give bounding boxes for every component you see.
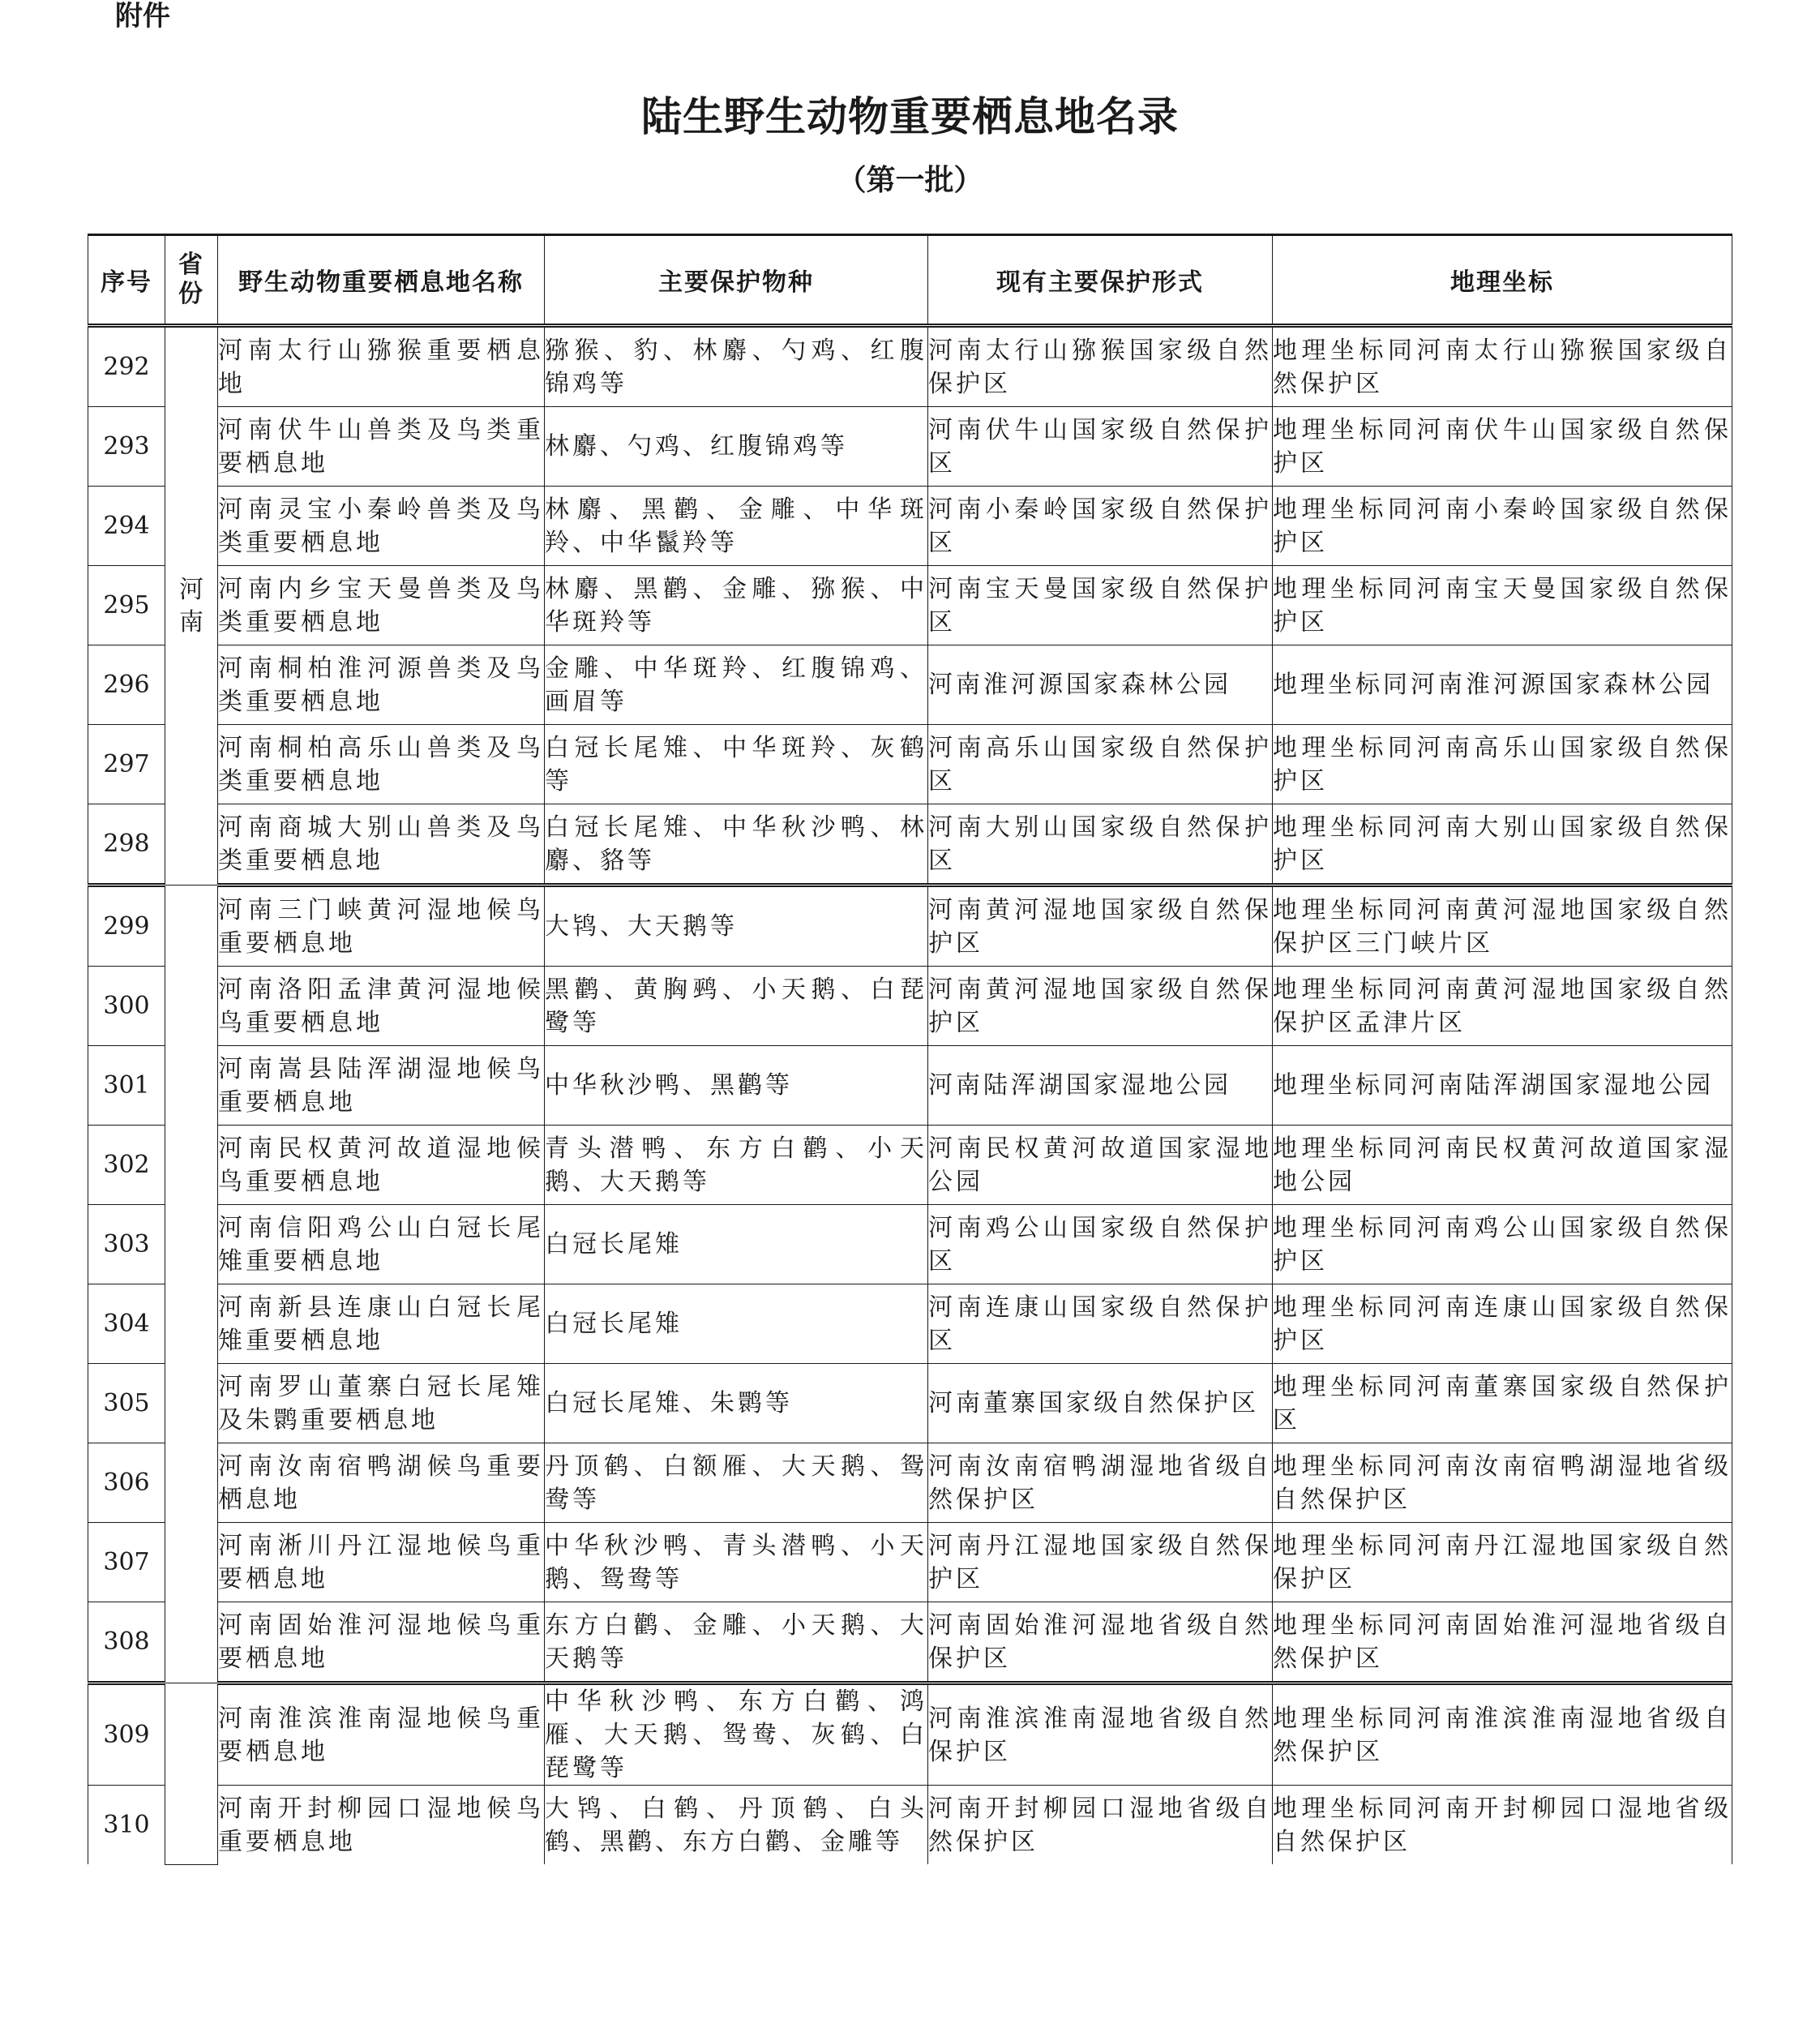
cell-protection: 河南鸡公山国家级自然保护区 (928, 1205, 1273, 1284)
cell-number: 295 (88, 566, 165, 645)
table-row (88, 725, 1732, 804)
cell-name: 河南太行山猕猴重要栖息地 (218, 326, 545, 407)
column-header-coordinates: 地理坐标 (1273, 235, 1732, 326)
cell-protection: 河南大别山国家级自然保护区 (928, 804, 1273, 886)
cell-species: 大鸨、白鹤、丹顶鹤、白头鹤、黑鹳、东方白鹳、金雕等 (545, 1786, 928, 1865)
cell-number: 304 (88, 1284, 165, 1364)
cell-species: 丹顶鹤、白额雁、大天鹅、鸳鸯等 (545, 1443, 928, 1523)
cell-number: 296 (88, 645, 165, 725)
cell-species: 中华秋沙鸭、东方白鹳、鸿雁、大天鹅、鸳鸯、灰鹤、白琵鹭等 (545, 1683, 928, 1786)
cell-species: 白冠长尾雉 (545, 1205, 928, 1284)
cell-coordinates: 地理坐标同河南固始淮河湿地省级自然保护区 (1273, 1602, 1732, 1683)
cell-species: 白冠长尾雉、朱鹮等 (545, 1364, 928, 1443)
cell-name: 河南信阳鸡公山白冠长尾雉重要栖息地 (218, 1205, 545, 1284)
cell-species: 白冠长尾雉、中华斑羚、灰鹤等 (545, 725, 928, 804)
table-row (88, 1443, 1732, 1523)
cell-number: 294 (88, 487, 165, 566)
cell-number: 308 (88, 1602, 165, 1683)
cell-coordinates: 地理坐标同河南开封柳园口湿地省级自然保护区 (1273, 1786, 1732, 1865)
cell-species: 白冠长尾雉 (545, 1284, 928, 1364)
cell-coordinates: 地理坐标同河南宝天曼国家级自然保护区 (1273, 566, 1732, 645)
table-row (88, 1364, 1732, 1443)
column-header-name: 野生动物重要栖息地名称 (218, 235, 545, 326)
cell-name: 河南桐柏淮河源兽类及鸟类重要栖息地 (218, 645, 545, 725)
cell-coordinates: 地理坐标同河南大别山国家级自然保护区 (1273, 804, 1732, 886)
cell-protection: 河南高乐山国家级自然保护区 (928, 725, 1273, 804)
cell-number: 303 (88, 1205, 165, 1284)
table-row (88, 967, 1732, 1046)
table-row (88, 487, 1732, 566)
column-header-protection: 现有主要保护形式 (928, 235, 1273, 326)
document-subtitle: （第一批） (837, 163, 983, 197)
cell-protection: 河南陆浑湖国家湿地公园 (928, 1046, 1273, 1126)
cell-protection: 河南汝南宿鸭湖湿地省级自然保护区 (928, 1443, 1273, 1523)
table-row (88, 1602, 1732, 1683)
cell-species: 林麝、勺鸡、红腹锦鸡等 (545, 407, 928, 487)
table-row (88, 1683, 1732, 1786)
cell-species: 猕猴、豹、林麝、勺鸡、红腹锦鸡等 (545, 326, 928, 407)
cell-number: 307 (88, 1523, 165, 1602)
table-row (88, 1523, 1732, 1602)
column-header-number: 序号 (88, 235, 165, 326)
cell-coordinates: 地理坐标同河南黄河湿地国家级自然保护区孟津片区 (1273, 967, 1732, 1046)
table-row (88, 804, 1732, 886)
cell-protection: 河南董寨国家级自然保护区 (928, 1364, 1273, 1443)
cell-protection: 河南淮滨淮南湿地省级自然保护区 (928, 1683, 1273, 1786)
table-row (88, 1126, 1732, 1205)
cell-protection: 河南民权黄河故道国家湿地公园 (928, 1126, 1273, 1205)
cell-name: 河南伏牛山兽类及鸟类重要栖息地 (218, 407, 545, 487)
cell-number: 306 (88, 1443, 165, 1523)
column-header-species: 主要保护物种 (545, 235, 928, 326)
cell-coordinates: 地理坐标同河南鸡公山国家级自然保护区 (1273, 1205, 1732, 1284)
cell-coordinates: 地理坐标同河南连康山国家级自然保护区 (1273, 1284, 1732, 1364)
cell-coordinates: 地理坐标同河南淮滨淮南湿地省级自然保护区 (1273, 1683, 1732, 1786)
cell-coordinates: 地理坐标同河南小秦岭国家级自然保护区 (1273, 487, 1732, 566)
column-header-province: 省 份 (165, 235, 218, 326)
cell-species: 东方白鹳、金雕、小天鹅、大天鹅等 (545, 1602, 928, 1683)
table-row (88, 1205, 1732, 1284)
cell-name: 河南固始淮河湿地候鸟重要栖息地 (218, 1602, 545, 1683)
cell-province: 河 南 (165, 326, 218, 886)
cell-number: 302 (88, 1126, 165, 1205)
cell-species: 黑鹳、黄胸鹀、小天鹅、白琵鹭等 (545, 967, 928, 1046)
cell-number: 301 (88, 1046, 165, 1126)
cell-protection: 河南黄河湿地国家级自然保护区 (928, 967, 1273, 1046)
cell-species: 林麝、黑鹳、金雕、猕猴、中华斑羚等 (545, 566, 928, 645)
cell-number: 298 (88, 804, 165, 886)
cell-name: 河南洛阳孟津黄河湿地候鸟重要栖息地 (218, 967, 545, 1046)
table-row (88, 566, 1732, 645)
cell-name: 河南三门峡黄河湿地候鸟重要栖息地 (218, 886, 545, 967)
cell-name: 河南商城大别山兽类及鸟类重要栖息地 (218, 804, 545, 886)
cell-coordinates: 地理坐标同河南丹江湿地国家级自然保护区 (1273, 1523, 1732, 1602)
cell-species: 林麝、黑鹳、金雕、中华斑羚、中华鬣羚等 (545, 487, 928, 566)
cell-coordinates: 地理坐标同河南汝南宿鸭湖湿地省级自然保护区 (1273, 1443, 1732, 1523)
table-body (88, 326, 1732, 1865)
cell-coordinates: 地理坐标同河南伏牛山国家级自然保护区 (1273, 407, 1732, 487)
cell-species: 大鸨、大天鹅等 (545, 886, 928, 967)
cell-protection: 河南太行山猕猴国家级自然保护区 (928, 326, 1273, 407)
cell-protection: 河南黄河湿地国家级自然保护区 (928, 886, 1273, 967)
cell-species: 中华秋沙鸭、青头潜鸭、小天鹅、鸳鸯等 (545, 1523, 928, 1602)
cell-number: 310 (88, 1786, 165, 1865)
cell-coordinates: 地理坐标同河南太行山猕猴国家级自然保护区 (1273, 326, 1732, 407)
cell-coordinates: 地理坐标同河南民权黄河故道国家湿地公园 (1273, 1126, 1732, 1205)
cell-name: 河南淅川丹江湿地候鸟重要栖息地 (218, 1523, 545, 1602)
cell-name: 河南桐柏高乐山兽类及鸟类重要栖息地 (218, 725, 545, 804)
cell-protection: 河南小秦岭国家级自然保护区 (928, 487, 1273, 566)
table-row (88, 1046, 1732, 1126)
cell-number: 297 (88, 725, 165, 804)
cell-protection: 河南固始淮河湿地省级自然保护区 (928, 1602, 1273, 1683)
cell-name: 河南内乡宝天曼兽类及鸟类重要栖息地 (218, 566, 545, 645)
cell-coordinates: 地理坐标同河南陆浑湖国家湿地公园 (1273, 1046, 1732, 1126)
cell-name: 河南开封柳园口湿地候鸟重要栖息地 (218, 1786, 545, 1865)
cell-province (165, 1683, 218, 1865)
cell-name: 河南民权黄河故道湿地候鸟重要栖息地 (218, 1126, 545, 1205)
table-row (88, 645, 1732, 725)
cell-protection: 河南淮河源国家森林公园 (928, 645, 1273, 725)
cell-number: 305 (88, 1364, 165, 1443)
cell-protection: 河南连康山国家级自然保护区 (928, 1284, 1273, 1364)
cell-name: 河南灵宝小秦岭兽类及鸟类重要栖息地 (218, 487, 545, 566)
cell-species: 白冠长尾雉、中华秋沙鸭、林麝、貉等 (545, 804, 928, 886)
cell-name: 河南汝南宿鸭湖候鸟重要栖息地 (218, 1443, 545, 1523)
cell-protection: 河南伏牛山国家级自然保护区 (928, 407, 1273, 487)
cell-number: 309 (88, 1683, 165, 1786)
cell-name: 河南新县连康山白冠长尾雉重要栖息地 (218, 1284, 545, 1364)
table-row (88, 407, 1732, 487)
cell-number: 292 (88, 326, 165, 407)
table-header-row (88, 235, 1732, 326)
cell-number: 299 (88, 886, 165, 967)
attachment-label: 附件 (115, 0, 170, 32)
cell-name: 河南罗山董寨白冠长尾雉及朱鹮重要栖息地 (218, 1364, 545, 1443)
table-row (88, 326, 1732, 407)
cell-province (165, 886, 218, 1683)
cell-number: 300 (88, 967, 165, 1046)
cell-protection: 河南宝天曼国家级自然保护区 (928, 566, 1273, 645)
cell-coordinates: 地理坐标同河南黄河湿地国家级自然保护区三门峡片区 (1273, 886, 1732, 967)
cell-coordinates: 地理坐标同河南淮河源国家森林公园 (1273, 645, 1732, 725)
cell-species: 青头潜鸭、东方白鹳、小天鹅、大天鹅等 (545, 1126, 928, 1205)
cell-protection: 河南开封柳园口湿地省级自然保护区 (928, 1786, 1273, 1865)
cell-protection: 河南丹江湿地国家级自然保护区 (928, 1523, 1273, 1602)
cell-coordinates: 地理坐标同河南董寨国家级自然保护区 (1273, 1364, 1732, 1443)
table-row (88, 886, 1732, 967)
document-title: 陆生野生动物重要栖息地名录 (641, 92, 1179, 140)
cell-species: 金雕、中华斑羚、红腹锦鸡、画眉等 (545, 645, 928, 725)
cell-number: 293 (88, 407, 165, 487)
cell-name: 河南嵩县陆浑湖湿地候鸟重要栖息地 (218, 1046, 545, 1126)
habitat-table (88, 234, 1732, 1865)
table-row (88, 1786, 1732, 1865)
cell-name: 河南淮滨淮南湿地候鸟重要栖息地 (218, 1683, 545, 1786)
cell-species: 中华秋沙鸭、黑鹳等 (545, 1046, 928, 1126)
table-row (88, 1284, 1732, 1364)
cell-coordinates: 地理坐标同河南高乐山国家级自然保护区 (1273, 725, 1732, 804)
